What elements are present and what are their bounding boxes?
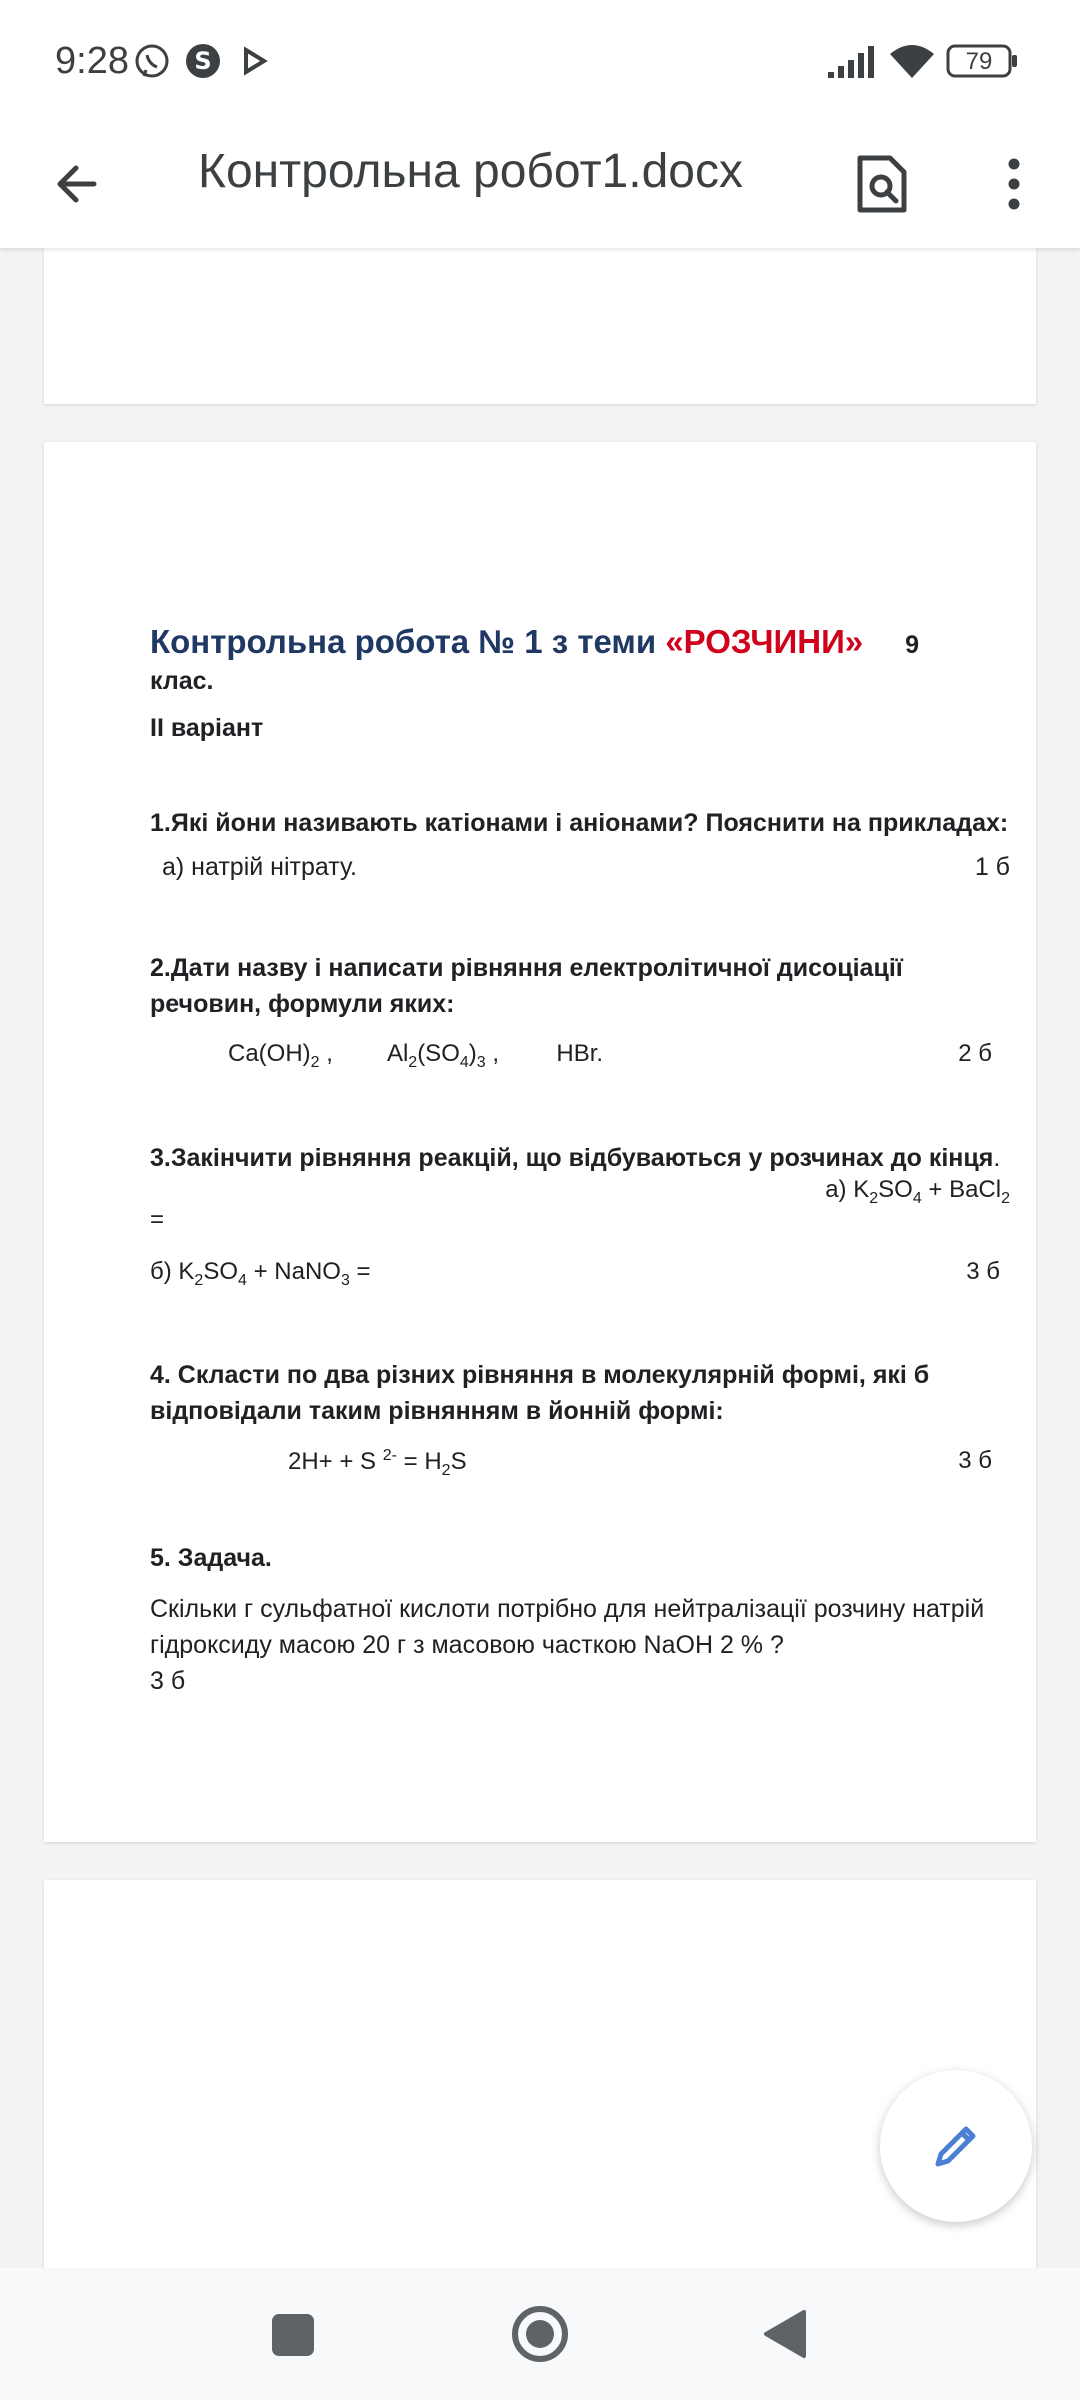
document-search-icon (856, 154, 908, 214)
question-5-score: 3 б (150, 1667, 186, 1696)
question-1-title: 1.Які йони називають катіонами і аніонами? Пояснити на прикладах: (150, 809, 1009, 837)
question-2-title: 2.Дати назву і написати рівняння електролітичної дисоціації речовин, формули яких: (150, 954, 903, 1018)
document-content (150, 622, 1010, 1699)
question-4-score: 3 б (958, 1447, 992, 1475)
question-1-item: а) натрій нітрату. 1 б (162, 853, 1010, 881)
play-icon (240, 46, 270, 81)
home-button[interactable] (510, 2304, 570, 2364)
variant-label: ІІ варіант (150, 714, 264, 742)
arrow-left-icon (50, 158, 102, 210)
svg-text:S: S (194, 47, 212, 75)
search-document-button[interactable] (838, 140, 926, 228)
question-3-equals: = (150, 1205, 165, 1233)
home-circle-icon (510, 2304, 570, 2364)
question-5-text: Скільки г сульфатної кислоти потрібно для нейтралізації розчину натрій гідроксиду масою 20 г з масовою часткою NaOH 2 % ? (150, 1595, 985, 1660)
square-icon (270, 2312, 316, 2358)
more-vert-icon (1006, 158, 1022, 210)
document-page-previous (44, 248, 1036, 404)
battery-level: 79 (965, 48, 993, 75)
question-2-score: 2 б (958, 1040, 992, 1067)
document-page[interactable] (44, 442, 1036, 1842)
app-bar (0, 120, 1080, 248)
question-4-title: 4. Скласти по два різних рівняння в молекулярній формі, які б відповідали таким рівнянням в йонній формі: (150, 1361, 930, 1426)
heading-class: клас. (150, 667, 214, 695)
status-time: 9:28 (55, 40, 129, 82)
back-nav-button[interactable] (760, 2308, 810, 2360)
document-heading: Контрольна робота № 1 з теми «РОЗЧИНИ» 9 (150, 623, 920, 660)
status-bar (0, 0, 1080, 120)
question-5-title: 5. Задача. (150, 1544, 272, 1573)
system-navigation-bar (0, 2268, 1080, 2400)
back-button[interactable] (32, 140, 120, 228)
wifi-icon (888, 42, 936, 85)
signal-icon (826, 44, 876, 85)
document-title: Контрольна робот1.docx (198, 145, 743, 198)
question-4-equation: 2H+ + S $^{2-} = H_2S$ 3 б (288, 1447, 992, 1480)
question-1-score: 1 б (974, 853, 1010, 881)
more-options-button[interactable] (970, 140, 1058, 228)
document-page-next (44, 1880, 1036, 2268)
s-app-icon (184, 42, 222, 85)
triangle-back-icon (760, 2308, 810, 2360)
edit-button[interactable] (880, 2070, 1032, 2222)
question-3-reaction-b: б) $K_2SO_4$ + NaNO$_3$ = 3 б (150, 1257, 1000, 1289)
question-3-reaction-a: а) $K_2SO_4$ + BaCl$_2$ (825, 1175, 1010, 1207)
question-3-score: 3 б (966, 1257, 1000, 1285)
recents-button[interactable] (270, 2312, 316, 2358)
pencil-icon (928, 2118, 984, 2174)
question-3-title: 3.Закінчити рівняння реакцій, що відбуваються у розчинах до кінця. (150, 1143, 1001, 1172)
question-2-formulas: $Ca(OH)_2$ , $Al_2(SO_4)_3$ , HBr. 2 б (228, 1040, 992, 1071)
viber-icon (132, 42, 172, 87)
